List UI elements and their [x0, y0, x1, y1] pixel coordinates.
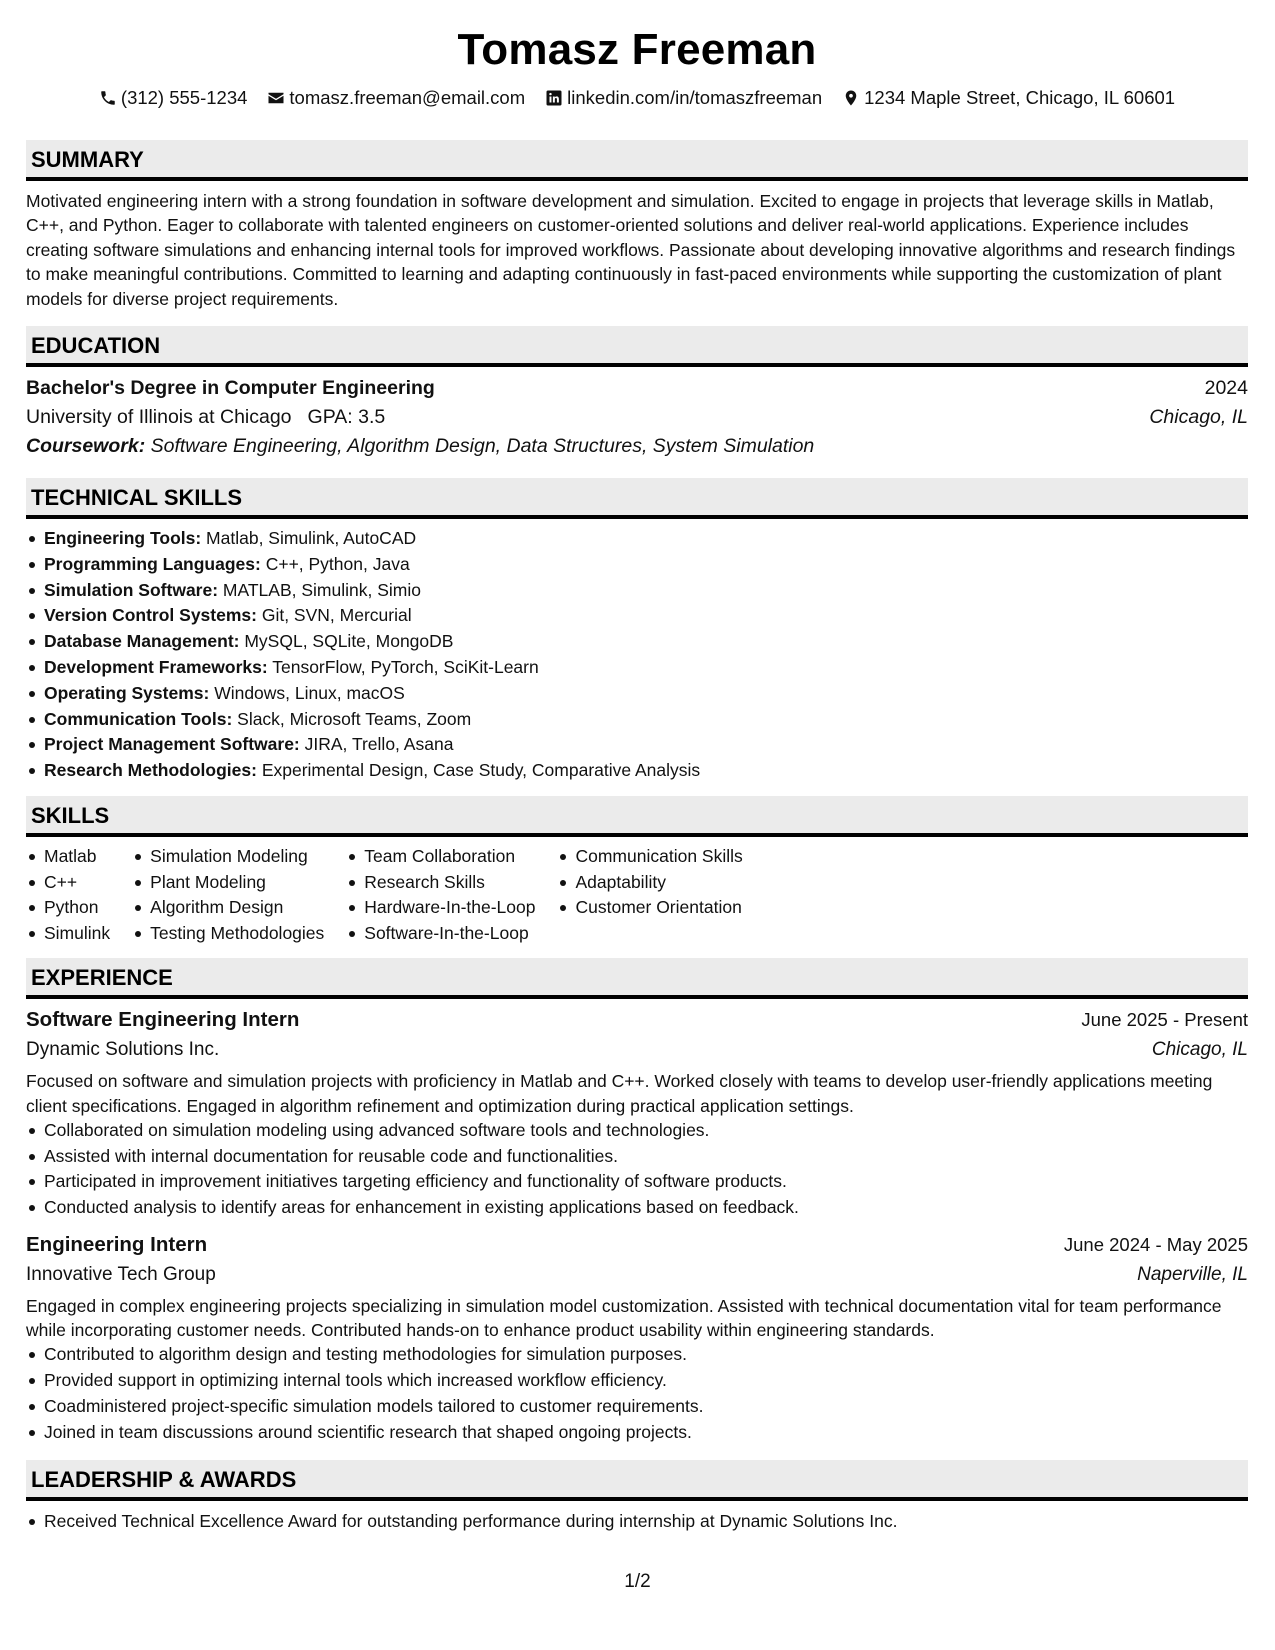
job-company: Innovative Tech Group	[26, 1263, 216, 1285]
list-item	[26, 655, 1248, 681]
list-item: Software-In-the-Loop	[346, 921, 535, 947]
job-location: Naperville, IL	[1137, 1263, 1248, 1285]
section-heading-technical-skills: TECHNICAL SKILLS	[26, 478, 1248, 519]
school-info	[26, 404, 385, 430]
list-item	[26, 526, 1248, 552]
list-item: Received Technical Excellence Award for outstanding performance during internship at Dynamic Solutions Inc.	[26, 1509, 1248, 1533]
map-pin-icon	[842, 89, 860, 107]
envelope-icon	[267, 89, 285, 107]
coursework	[26, 433, 1248, 459]
job-title: Software Engineering Intern	[26, 1008, 300, 1032]
job-title: Engineering Intern	[26, 1232, 208, 1256]
candidate-name: Tomasz Freeman	[457, 25, 817, 74]
education-degree-row	[26, 375, 1248, 401]
skill-category-value: Git, SVN, Mercurial	[256, 605, 412, 626]
technical-skills-list	[26, 526, 1248, 784]
section-heading-education: EDUCATION	[26, 326, 1248, 367]
list-item: Participated in improvement initiatives targeting efficiency and functionality of software products.	[26, 1169, 1248, 1195]
skill-category-value: Slack, Microsoft Teams, Zoom	[232, 708, 472, 729]
contact-linkedin[interactable]	[545, 86, 822, 110]
list-item: Matlab	[26, 844, 110, 870]
leadership-list	[26, 1509, 1248, 1533]
school-location: Chicago, IL	[1149, 406, 1248, 429]
skill-category-label: Database Management:	[44, 631, 240, 652]
section-heading-skills: SKILLS	[26, 796, 1248, 837]
section-heading-summary: SUMMARY	[26, 140, 1248, 181]
skill-category-value: C++, Python, Java	[260, 553, 410, 574]
skill-category-value: TensorFlow, PyTorch, SciKit-Learn	[267, 657, 539, 678]
skill-category-label: Simulation Software:	[44, 579, 219, 600]
list-item: Joined in team discussions around scientific research that shaped ongoing projects.	[26, 1420, 1248, 1446]
list-item	[26, 603, 1248, 629]
skill-category-value: JIRA, Trello, Asana	[299, 734, 454, 755]
list-item	[26, 707, 1248, 733]
skills-column	[132, 844, 324, 946]
list-item: Simulink	[26, 921, 110, 947]
job-bullets	[26, 1342, 1248, 1445]
list-item: Adaptability	[557, 870, 742, 896]
coursework-list: Software Engineering, Algorithm Design, Data Structures, System Simulation	[145, 435, 815, 458]
list-item: Algorithm Design	[132, 895, 324, 921]
list-item: Provided support in optimizing internal tools which increased workflow efficiency.	[26, 1368, 1248, 1394]
job-dates: June 2025 - Present	[1081, 1009, 1248, 1031]
job-description: Engaged in complex engineering projects specializing in simulation model customization. Assisted with technical documentation vital for team performance while incorporating customer needs. Contributed hands-on to enhance product usability within engineering standards.	[26, 1295, 1222, 1341]
school-name: University of Illinois at Chicago	[26, 406, 292, 429]
skill-category-value: Experimental Design, Case Study, Comparative Analysis	[256, 760, 701, 781]
degree-title: Bachelor's Degree in Computer Engineering	[26, 377, 435, 400]
list-item: Customer Orientation	[557, 895, 742, 921]
skill-category-value: Matlab, Simulink, AutoCAD	[201, 528, 417, 549]
list-item: Python	[26, 895, 110, 921]
skill-category-label: Communication Tools:	[44, 708, 233, 729]
address-text: 1234 Maple Street, Chicago, IL 60601	[864, 87, 1176, 108]
list-item	[26, 578, 1248, 604]
job-title-row	[26, 1231, 1248, 1259]
list-item: Simulation Modeling	[132, 844, 324, 870]
skill-category-label: Development Frameworks:	[44, 657, 268, 678]
education-school-row	[26, 404, 1248, 430]
skill-category-label: Engineering Tools:	[44, 528, 202, 549]
list-item: Assisted with internal documentation for reusable code and functionalities.	[26, 1144, 1248, 1170]
page-number: 1/2	[624, 1571, 651, 1592]
list-item	[26, 629, 1248, 655]
list-item: Conducted analysis to identify areas for enhancement in existing applications based on feedback.	[26, 1195, 1248, 1221]
list-item	[26, 552, 1248, 578]
skill-category-label: Research Methodologies:	[44, 760, 257, 781]
job-dates: June 2024 - May 2025	[1063, 1233, 1248, 1255]
linkedin-icon	[545, 89, 563, 107]
skills-grid	[26, 844, 1248, 946]
section-heading-leadership-awards: LEADERSHIP & AWARDS	[26, 1460, 1248, 1501]
skill-category-label: Project Management Software:	[44, 734, 300, 755]
graduation-year: 2024	[1204, 377, 1248, 400]
list-item: Testing Methodologies	[132, 921, 324, 947]
resume-page	[26, 24, 1248, 1533]
list-item: Coadministered project-specific simulation models tailored to customer requirements.	[26, 1394, 1248, 1420]
summary-text: Motivated engineering intern with a strong foundation in software development and simulation. Excited to engage in projects that leverage skills in Matlab, C++, and Python. Eager to collaborate with talented engineers on customer-oriented solutions and deliver real-world applications. Experience includes creating software simulations and enhancing internal tools for improved workflows. Passionate about developing innovative algorithms and research findings to make meaningful contributions. Committed to learning and adapting continuously in fast-paced environments while supporting the customization of plant models for diverse project requirements.	[26, 191, 1236, 309]
linkedin-text[interactable]: linkedin.com/in/tomaszfreeman	[567, 87, 823, 108]
gpa: GPA: 3.5	[307, 406, 386, 429]
list-item: Research Skills	[346, 870, 535, 896]
contact-phone	[99, 86, 248, 110]
job-company-row	[26, 1037, 1248, 1063]
job-entry	[26, 1231, 1248, 1446]
job-company-row	[26, 1262, 1248, 1288]
job-title-row	[26, 1006, 1248, 1034]
list-item	[26, 758, 1248, 784]
skill-category-value: MySQL, SQLite, MongoDB	[239, 631, 454, 652]
coursework-label: Coursework:	[26, 435, 146, 458]
list-item: Hardware-In-the-Loop	[346, 895, 535, 921]
contact-bar	[26, 86, 1248, 110]
list-item: Collaborated on simulation modeling using advanced software tools and technologies.	[26, 1118, 1248, 1144]
skill-category-label: Programming Languages:	[44, 553, 261, 574]
job-company: Dynamic Solutions Inc.	[26, 1039, 220, 1061]
section-heading-experience: EXPERIENCE	[26, 958, 1248, 999]
skill-category-value: MATLAB, Simulink, Simio	[218, 579, 421, 600]
list-item: Plant Modeling	[132, 870, 324, 896]
contact-address	[842, 86, 1175, 110]
phone-text: (312) 555-1234	[120, 87, 248, 108]
list-item: Contributed to algorithm design and testing methodologies for simulation purposes.	[26, 1342, 1248, 1368]
job-bullets	[26, 1118, 1248, 1221]
list-item: Communication Skills	[557, 844, 742, 870]
job-entry	[26, 1006, 1248, 1221]
list-item: C++	[26, 870, 110, 896]
skills-column	[26, 844, 110, 946]
contact-email[interactable]	[267, 86, 525, 110]
job-location: Chicago, IL	[1151, 1039, 1248, 1061]
skills-column	[557, 844, 742, 946]
job-description: Focused on software and simulation projects with proficiency in Matlab and C++. Worked closely with teams to develop user-friendly applications meeting client specifications. Engaged in algorithm refinement and optimization during practical application settings.	[26, 1071, 1213, 1116]
skills-column	[346, 844, 535, 946]
skill-category-value: Windows, Linux, macOS	[209, 682, 405, 703]
email-text[interactable]: tomasz.freeman@email.com	[289, 87, 526, 108]
list-item	[26, 732, 1248, 758]
list-item: Team Collaboration	[346, 844, 535, 870]
phone-icon	[99, 89, 117, 107]
skill-category-label: Operating Systems:	[44, 682, 210, 703]
list-item	[26, 681, 1248, 707]
skill-category-label: Version Control Systems:	[44, 605, 257, 626]
